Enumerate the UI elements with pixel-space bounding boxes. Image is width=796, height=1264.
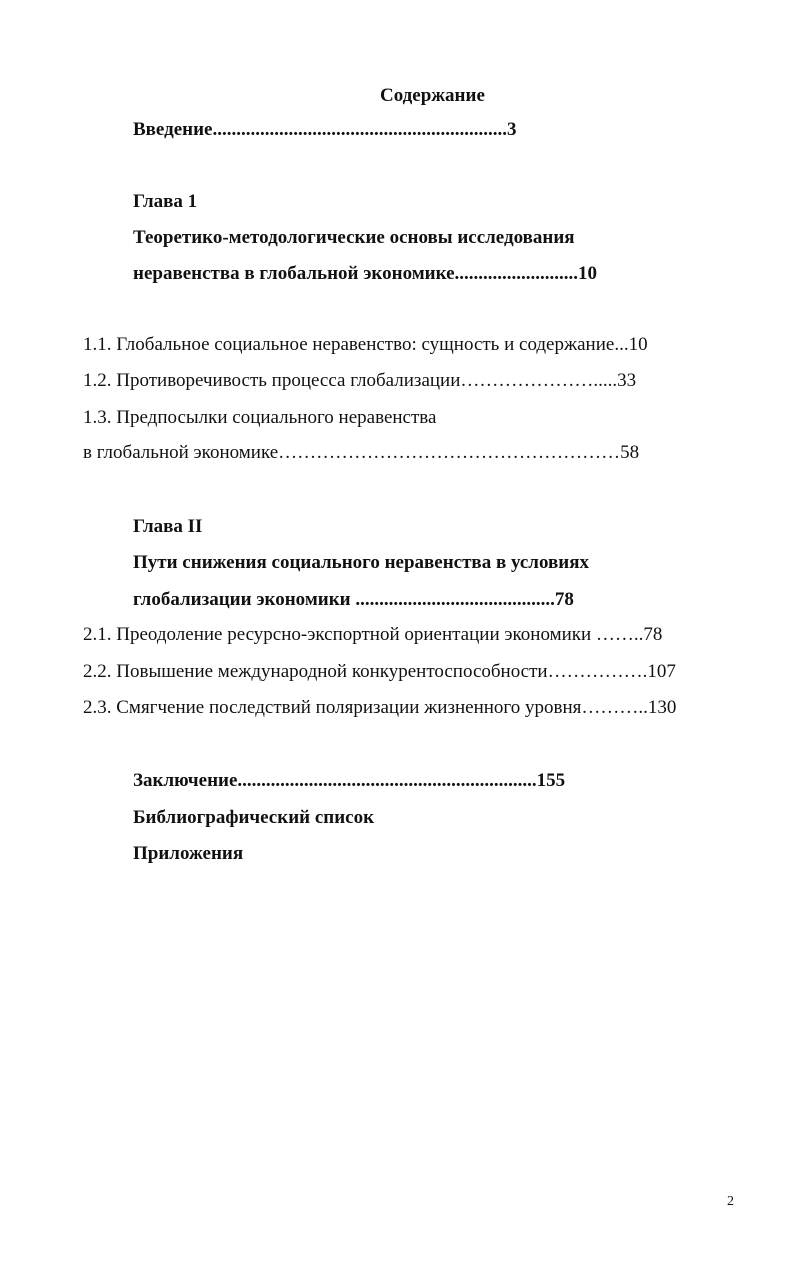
chapter-1-title-line2: неравенства в глобальной экономике..........................10 (133, 263, 598, 284)
toc-entry-bibliography: Библиографический список (133, 807, 375, 828)
toc-title: Содержание (380, 85, 485, 106)
chapter-2-heading: Глава II (133, 516, 203, 537)
toc-entry-appendices: Приложения (133, 843, 244, 864)
toc-entry-section-2-2: 2.2. Повышение международной конкурентоспособности…………….107 (83, 661, 676, 682)
toc-entry-section-1-2: 1.2. Противоречивость процесса глобализации………………….....33 (83, 370, 637, 391)
toc-entry-section-2-3: 2.3. Смягчение последствий поляризации жизненного уровня………..130 (83, 697, 677, 718)
chapter-2-title-line2: глобализации экономики ..........................................78 (133, 589, 574, 610)
toc-entry-introduction: Введение..............................................................3 (133, 119, 517, 140)
chapter-2-title-line1: Пути снижения социального неравенства в условиях (133, 552, 589, 573)
chapter-1-title-line1: Теоретико-методологические основы исследования (133, 227, 575, 248)
page-number: 2 (727, 1194, 734, 1209)
chapter-1-heading: Глава 1 (133, 191, 198, 212)
toc-entry-section-1-1: 1.1. Глобальное социальное неравенство: сущность и содержание...10 (83, 334, 648, 355)
toc-entry-section-2-1: 2.1. Преодоление ресурсно-экспортной ориентации экономики ……..78 (83, 624, 663, 645)
toc-entry-section-1-3-cont: в глобальной экономике………………………………………………58 (83, 442, 640, 463)
toc-entry-section-1-3: 1.3. Предпосылки социального неравенства (83, 407, 437, 428)
toc-entry-conclusion: Заключение...............................................................155 (133, 770, 566, 791)
